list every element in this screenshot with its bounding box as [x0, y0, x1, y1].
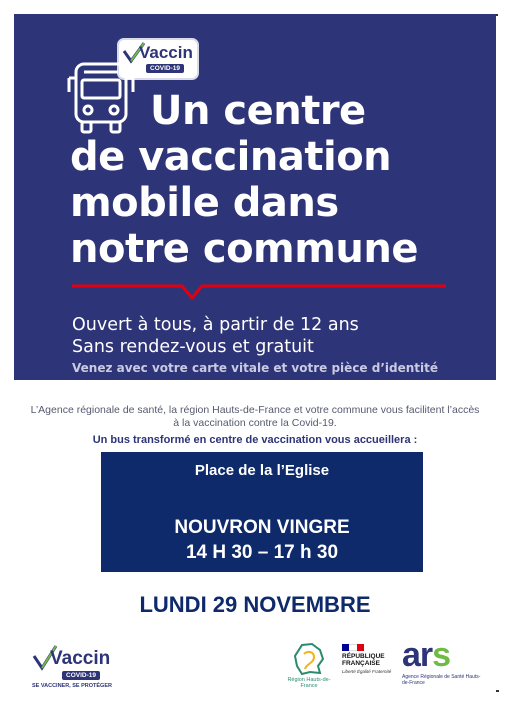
intro-paragraph: L’Agence régionale de santé, la région Hauts-de-France et votre commune vous facilitent l’accès à la vaccination contre la Covid-19.: [30, 404, 480, 429]
location-place: Place de la l’Eglise: [194, 462, 330, 479]
footer-vaccin-tagline: SE VACCINER, SE PROTÉGER: [32, 683, 112, 689]
headline-line-4: notre commune: [70, 226, 418, 272]
headline-line-3: mobile dans: [70, 180, 339, 226]
headline-line-2: de vaccination: [70, 134, 392, 180]
footer-vaccin-logo: [32, 644, 114, 696]
location-town: NOUVRON VINGRE: [174, 517, 350, 538]
vaccin-logo-sub: COVID-19: [146, 64, 184, 73]
speech-bubble-line: [70, 282, 460, 302]
french-flag-icon: [342, 644, 364, 651]
hero-banner: [14, 14, 496, 380]
corner-mark: [496, 690, 499, 692]
opening-hours: 14 H 30 – 17 h 30: [185, 542, 339, 563]
event-date: LUNDI 29 NOVEMBRE: [139, 592, 371, 617]
ars-word: ars: [402, 636, 451, 674]
vaccin-logo-word: Vaccin: [139, 43, 193, 62]
region-hauts-de-france-logo: [284, 642, 334, 692]
headline: [70, 88, 490, 272]
bring-documents-text: Venez avec votre carte vitale et votre pièce d’identité: [72, 361, 438, 375]
republique-motto: Liberté Égalité Fraternité: [342, 669, 392, 674]
region-map-icon: [292, 642, 326, 676]
footer-vaccin-sub: COVID-19: [62, 671, 100, 680]
ars-subtitle: Agence Régionale de Santé Hauts-de-France: [402, 674, 481, 686]
republique-francaise-logo: [342, 644, 402, 674]
headline-line-1: Un centre: [150, 88, 366, 134]
ars-logo: [402, 636, 482, 695]
footer-vaccin-word: Vaccin: [50, 648, 111, 669]
region-name: Région Hauts-de-France: [287, 677, 331, 689]
open-to-all-text: Ouvert à tous, à partir de 12 ans: [72, 315, 359, 335]
free-no-appointment-text: Sans rendez-vous et gratuit: [72, 337, 314, 357]
location-box: [101, 452, 423, 572]
republique-title: RÉPUBLIQUE FRANÇAISE: [342, 653, 385, 667]
corner-mark: [496, 14, 498, 16]
bus-welcome-text: Un bus transformé en centre de vaccination vous accueillera :: [92, 434, 418, 446]
